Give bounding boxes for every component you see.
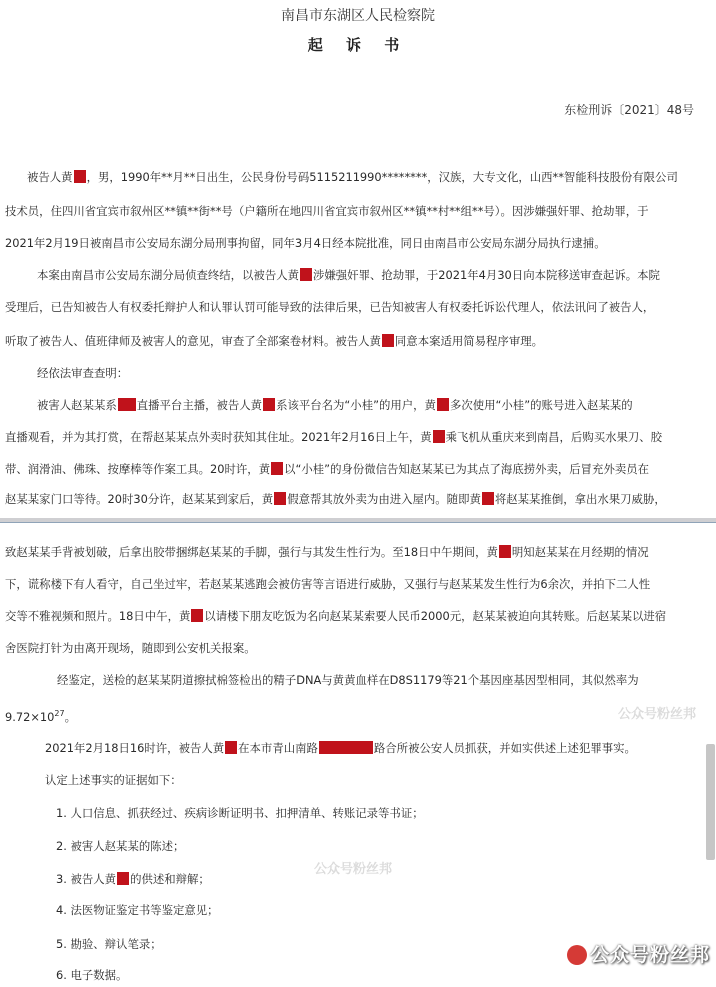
para5-line4: 舍医院打针为由离开现场，随即到公安机关报案。 [5, 641, 256, 655]
para4-line3: 带、润滑油、佛珠、按摩棒等作案工具。20时许，黄 以“小桂”的身份微信告知赵某某已为其点了海底捞外卖，后冒充外卖员在 [5, 462, 650, 476]
evidence-heading: 认定上述事实的证据如下： [45, 773, 182, 787]
redaction-mark [117, 872, 129, 885]
watermark-text: 公众号粉丝邦 [618, 707, 697, 722]
para3-heading: 经依法审查查明： [37, 366, 129, 380]
para4-line2: 直播观看，并为其打赏，在帮赵某某点外卖时获知其住址。2021年2月16日上午，黄 乘飞机从重庆来到南昌，后购买水果刀、胶 [5, 430, 663, 444]
para5-line2: 下，谎称楼下有人看守，自己坐过牢，若赵某某逃跑会被仿害等言语进行威胁，又强行与赵某某发生性行为6余次，并拍下二人性 [5, 577, 651, 591]
page-divider-line [0, 522, 716, 523]
redaction-mark [433, 430, 445, 443]
redaction-mark [74, 170, 86, 183]
para2-line1: 本案由南昌市公安局东湖分局侦查终结，以被告人黄 涉嫌强奸罪、抢劫罪，于2021年4月30日向本院移送审查起诉。本院 [37, 268, 660, 282]
para1-line2: 技术员，住四川省宜宾市叙州区**镇**街**号（户籍所在地四川省宜宾市叙州区**镇**村**组**号）。因涉嫌强奸罪、抢劫罪，于 [5, 204, 649, 218]
redaction-mark [319, 741, 373, 754]
evidence-item: 5. 勘验、辩认笔录； [56, 937, 162, 951]
redaction-mark [271, 462, 283, 475]
watermark-logo: 公众号粉丝邦 [567, 940, 710, 967]
para4-line1: 被害人赵某某系 直播平台主播，被告人黄 系该平台名为“小桂”的用户，黄 多次使用“小桂”的账号进入赵某某的 [37, 398, 633, 412]
para6-line2: $9.72\times 10^{27}$。 [5, 709, 76, 724]
redaction-mark [482, 492, 494, 505]
para5-line3: 交等不雅视频和照片。18日中午，黄 以请楼下朋友吃饭为名向赵某某索要人民币2000元，赵某某被迫向其转账。后赵某某以进宿 [5, 609, 667, 623]
document-number: 东检刑诉〔2021〕48号 [564, 103, 694, 117]
redaction-mark [499, 545, 511, 558]
watermark-logo-icon [567, 945, 587, 965]
redaction-mark [382, 334, 394, 347]
para1-line1: 被告人黄 ，男，1990年**月**日出生，公民身份号码5115211990********，汉族，大专文化，山西**智能科技股份有限公司 [27, 170, 678, 184]
redaction-mark [274, 492, 286, 505]
para2-line3: 听取了被告人、值班律师及被害人的意见，审查了全部案卷材料。被告人黄 同意本案适用简易程序审理。 [5, 334, 543, 348]
para6-line1: 经鉴定，送检的赵某某阴道擦拭棉签检出的精子DNA与黄黄血样在D8S1179等21个基因座基因型相同，其似然率为 [57, 673, 639, 687]
evidence-item: 3. 被告人黄 的供述和辩解； [56, 872, 210, 886]
redaction-mark [263, 398, 275, 411]
para7-line: 2021年2月18日16时许，被告人黄 在本市青山南路 路合所被公安人员抓获，并如实供述上述犯罪事实。 [45, 741, 636, 755]
redaction-mark [437, 398, 449, 411]
para1-line3: 2021年2月19日被南昌市公安局东湖分局刑事拘留，同年3月4日经本院批准，同日由南昌市公安局东湖分局执行逮捕。 [5, 236, 606, 250]
evidence-item: 4. 法医物证鉴定书等鉴定意见； [56, 903, 219, 917]
redaction-mark [191, 609, 203, 622]
document-title: 起 诉 书 [307, 36, 409, 54]
evidence-item: 1. 人口信息、抓获经过、疾病诊断证明书、扣押清单、转账记录等书证； [56, 806, 424, 820]
para2-line2: 受理后，已告知被告人有权委托辩护人和认罪认罚可能导致的法律后果，已告知被害人有权委托诉讼代理人，依法讯问了被告人， [5, 300, 655, 314]
redaction-mark [300, 268, 312, 281]
para4-line4: 赵某某家门口等待。20时30分许，赵某某到家后，黄 假意帮其放外卖为由进入屋内。随即黄 将赵某某推倒，拿出水果刀威胁， [5, 492, 666, 506]
para5-line1: 致赵某某手背被划破，后拿出胶带捆绑赵某某的手脚，强行与其发生性行为。至18日中午期间，黄 明知赵某某在月经期的情况 [5, 545, 649, 559]
scrollbar-thumb[interactable] [706, 744, 715, 860]
redaction-mark [118, 398, 136, 411]
watermark-text: 公众号粉丝邦 [314, 862, 393, 877]
evidence-item: 6. 电子数据。 [56, 968, 128, 982]
redaction-mark [225, 741, 237, 754]
evidence-item: 2. 被害人赵某某的陈述； [56, 839, 185, 853]
procuratorate-name: 南昌市东湖区人民检察院 [281, 8, 435, 24]
